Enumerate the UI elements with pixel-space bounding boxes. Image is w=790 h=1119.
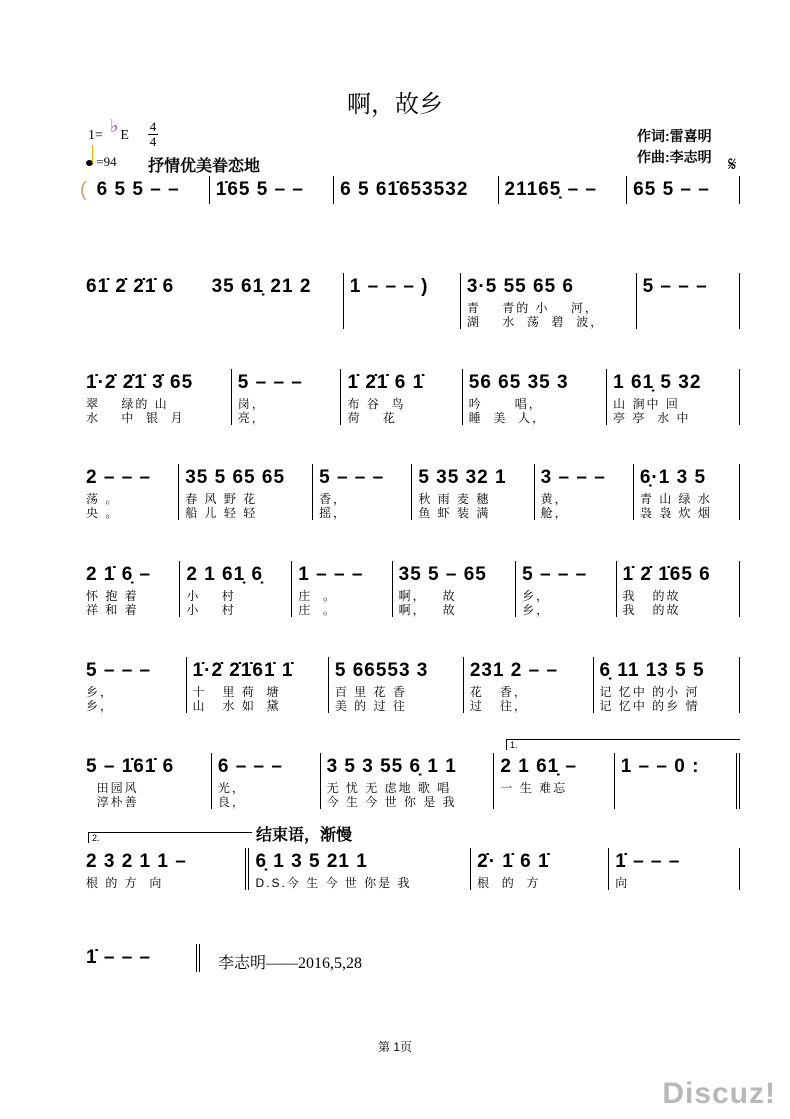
quarter-note-icon: [86, 160, 93, 166]
measure: [535, 464, 634, 520]
measure: [494, 753, 614, 809]
measure-notes: 5 – 1̇61̇ 6: [86, 756, 175, 777]
lyric-line-2: 荷 花: [347, 411, 397, 425]
score-system: [80, 657, 740, 713]
lyric-line-1: 啊， 故: [398, 589, 457, 603]
lyricist: 作词:雷喜明: [637, 128, 712, 144]
lyric-line-2: 我 的故: [622, 603, 681, 617]
lyric-line-1: 布 谷 鸟: [347, 397, 406, 411]
lyric-line-1: 十 里 荷 塘: [192, 685, 281, 699]
signature: 李志明——2016,5,28: [218, 955, 363, 972]
measure: [627, 176, 740, 204]
lyric-line-2: 祥 和 着: [86, 603, 139, 617]
measure-notes: 3 – – –: [540, 467, 606, 488]
tempo-value: =94: [96, 154, 117, 169]
lyric-line-2: 乡，: [86, 699, 115, 713]
lyric-line-2: 船 儿 轻 轻: [185, 506, 258, 520]
measure-notes: 3·5 55 65 6: [466, 276, 574, 297]
lyric-line-2: 今 生 今 世 你 是 我: [326, 795, 457, 809]
measure: [80, 273, 206, 329]
time-bottom: 4: [149, 134, 157, 149]
expression-marking: 抒情优美眷恋地: [148, 158, 261, 175]
measure: [607, 369, 740, 425]
measure-notes: 5 – – –: [319, 467, 385, 488]
measure-notes: 6̣ 11 13 5 5: [599, 660, 705, 681]
measure: [341, 369, 462, 425]
lyric-line-2: 啊， 故: [398, 603, 457, 617]
lyric-line-2: 亭 亭 水 中: [613, 411, 691, 425]
lyric-line-2: 舱，: [540, 506, 569, 520]
lyric-line-2: 亮，: [237, 411, 266, 425]
score-system: [80, 848, 740, 890]
lyric-line-2: 山 水 如 黛: [192, 699, 281, 713]
measure: [206, 273, 344, 329]
lyric-line-1: 根 的 方 向: [86, 876, 164, 890]
measure: [321, 753, 495, 809]
measure: [637, 273, 740, 329]
measure-notes: 35 5 65 65: [185, 467, 286, 488]
lyric-line-2: 湖 水 荡 碧 波，: [466, 315, 605, 329]
lyric-line-2: 庄 。: [298, 603, 337, 617]
measure: [615, 753, 740, 809]
lyric-line-1: 我 的故: [622, 589, 681, 603]
measure: [292, 561, 392, 617]
measure-notes: 5 – – –: [86, 660, 152, 681]
lyric-line-1: 记 忆中 的小 河: [599, 685, 700, 699]
key-prefix: 1=: [88, 128, 103, 143]
measure: [249, 848, 471, 890]
measure: [412, 464, 534, 520]
measure: [609, 848, 740, 890]
measure-notes: 56 65 35 3: [468, 372, 569, 393]
lyric-line-1: 花 香，: [469, 685, 528, 699]
measure-notes: 35 61̣ 21 2: [211, 276, 312, 297]
measure: [393, 561, 517, 617]
measure-notes: 6 5 5 – –: [96, 179, 180, 200]
score-system: [80, 944, 200, 972]
measure: [91, 176, 210, 204]
lyric-line-1: D.S.今 生 今 世 你是 我: [255, 876, 412, 890]
lyric-line-1: 根 的 方: [477, 876, 541, 890]
lyric-line-2: 袅 袅 炊 烟: [639, 506, 712, 520]
lyric-line-1: 田园风: [86, 781, 139, 795]
measure: [471, 848, 609, 890]
measure: [187, 657, 329, 713]
composer: 作曲:李志明: [637, 149, 712, 165]
measure: [80, 561, 180, 617]
measure-notes: 1̇ – – –: [86, 947, 152, 968]
lyric-line-1: 山 涧中 回: [613, 397, 680, 411]
lyric-line-1: 百 里 花 香: [334, 685, 407, 699]
volta-1: 1.: [506, 739, 740, 750]
flat-icon: ♭: [110, 116, 119, 136]
score-system: [80, 753, 740, 809]
measure: [80, 464, 179, 520]
measure-notes: 1̇ 2̇1̇ 6 1̇: [347, 372, 425, 393]
repeat-paren: (: [80, 179, 87, 201]
measure-notes: 2̇· 1̇ 6 1̇: [477, 851, 550, 872]
lyric-line-2: 乡，: [522, 603, 551, 617]
measure-notes: 2 3 2 1 1 –: [86, 851, 187, 872]
lyric-line-1: 香，: [319, 492, 348, 506]
measure: [617, 561, 741, 617]
lyric-line-2: 良，: [217, 795, 246, 809]
measure-notes: 5 – – –: [522, 564, 588, 585]
measure-notes: 6̣·1 3 5: [639, 467, 707, 488]
measure: [80, 753, 212, 809]
lyric-line-1: 青 山 绿 水: [639, 492, 712, 506]
lyric-line-1: 荡 。: [86, 492, 120, 506]
lyric-line-1: 青 青的 小 河，: [466, 301, 599, 315]
measure-notes: 1 61̣ 5 32: [613, 372, 702, 393]
measure-notes: 5 – – –: [237, 372, 303, 393]
lyric-line-1: 小 村: [186, 589, 236, 603]
measure: [463, 369, 607, 425]
measure-notes: 5 – – –: [642, 276, 708, 297]
score-system: [80, 561, 740, 617]
time-signature: [148, 120, 158, 149]
measure-notes: 231 2 – –: [469, 660, 559, 681]
measure-notes: 1 – – – ): [349, 276, 429, 297]
lyric-line-2: 摇，: [319, 506, 348, 520]
lyric-line-2: 睡 美 人，: [468, 411, 547, 425]
time-top: 4: [149, 119, 157, 134]
measure-notes: 1 – – 0 :: [620, 756, 700, 777]
measure-notes: 61̇ 2̇ 2̇1̇ 6: [86, 276, 175, 297]
measure-notes: 5 66553 3: [334, 660, 429, 681]
measure-notes: 3 5 3 55 6̣ 1 1: [326, 756, 457, 777]
lyric-line-1: 乡，: [86, 685, 115, 699]
tempo-marking: [86, 154, 117, 170]
measure-notes: 65 5 – –: [633, 179, 710, 200]
lyric-line-2: 美 的 过 往: [334, 699, 407, 713]
lyric-line-2: 鱼 虾 装 满: [418, 506, 491, 520]
measure: [344, 273, 461, 329]
measure: [212, 753, 321, 809]
measure: [313, 464, 412, 520]
key-signature: [88, 116, 157, 149]
measure-notes: 5 35 32 1: [418, 467, 507, 488]
measure-notes: 6̣ 1 3 5 21 1: [255, 851, 368, 872]
measure: [634, 464, 740, 520]
score-system: [80, 369, 740, 425]
lyric-line-1: 秋 雨 麦 穗: [418, 492, 491, 506]
song-title: 啊，故乡: [347, 91, 443, 118]
measure: [210, 176, 334, 204]
measure-notes: 1 – – –: [298, 564, 364, 585]
measure: [80, 657, 187, 713]
lyric-line-1: 无 忧 无 虑地 歌 唱: [326, 781, 452, 795]
lyric-line-1: 光，: [217, 781, 246, 795]
measure: [80, 369, 232, 425]
lyric-line-2: 记 忆中 的乡 情: [599, 699, 700, 713]
lyric-line-1: 向: [615, 876, 630, 890]
lyric-line-1: 春 风 野 花: [185, 492, 258, 506]
measure-notes: 2 1 61̣ 6̣: [186, 564, 264, 585]
measure-notes: 2 1 61̣ –: [500, 756, 578, 777]
measure: [461, 273, 637, 329]
measure: [179, 464, 313, 520]
ending-text: 结束语，渐慢: [256, 827, 353, 844]
measure-notes: 1̇·2̇ 2̇1̇ 3̇ 65: [86, 372, 194, 393]
measure-notes: 1̇·2̇ 2̇1̇61̇ 1̇: [192, 660, 294, 681]
measure: [516, 561, 616, 617]
lyric-line-1: 黄，: [540, 492, 569, 506]
lyric-line-2: 水 中 银 月: [86, 411, 185, 425]
credits: [637, 126, 712, 168]
measure: [499, 176, 628, 204]
measure: [329, 657, 464, 713]
measure: [334, 176, 498, 204]
measure-notes: 35 5 – 65: [398, 564, 487, 585]
measure-notes: 2 – – –: [86, 467, 152, 488]
measure: [232, 369, 342, 425]
measure: [80, 848, 249, 890]
measure: [180, 561, 292, 617]
score-system: [80, 176, 740, 204]
lyric-line-1: 乡，: [522, 589, 551, 603]
measure: [80, 944, 200, 972]
lyric-line-2: 小 村: [186, 603, 236, 617]
lyric-line-1: 岗，: [237, 397, 266, 411]
lyric-line-2: 淳朴善: [86, 795, 139, 809]
score-system: [80, 273, 740, 329]
measure: [464, 657, 594, 713]
lyric-line-1: 翠 绿的 山: [86, 397, 169, 411]
lyric-line-2: 央 。: [86, 506, 120, 520]
measure-notes: 1̇ – – –: [615, 851, 681, 872]
lyric-line-1: 怀 抱 着: [86, 589, 139, 603]
key-note: E: [120, 128, 129, 143]
measure: [594, 657, 740, 713]
measure-notes: 2 1̇ 6̣ –: [86, 564, 152, 585]
measure-notes: 6 – – –: [217, 756, 283, 777]
volta-2: 2.: [88, 832, 252, 843]
measure-notes: 1̇ 2̇ 1̇65 6: [622, 564, 711, 585]
segno-icon: 𝄋: [728, 154, 737, 176]
measure-notes: 6 5 61̇653532: [340, 179, 469, 200]
measure-notes: 21165̣ – –: [504, 179, 598, 200]
lyric-line-1: 庄 。: [298, 589, 337, 603]
lyric-line-1: 一 生 难忘: [500, 781, 568, 795]
page-number: 第 1页: [377, 1040, 412, 1054]
measure-notes: 1̇65 5 – –: [215, 179, 305, 200]
lyric-line-1: 吟 唱，: [468, 397, 543, 411]
score-system: [80, 464, 740, 520]
lyric-line-2: 过 往，: [469, 699, 528, 713]
watermark: Discuz!: [662, 1077, 776, 1110]
